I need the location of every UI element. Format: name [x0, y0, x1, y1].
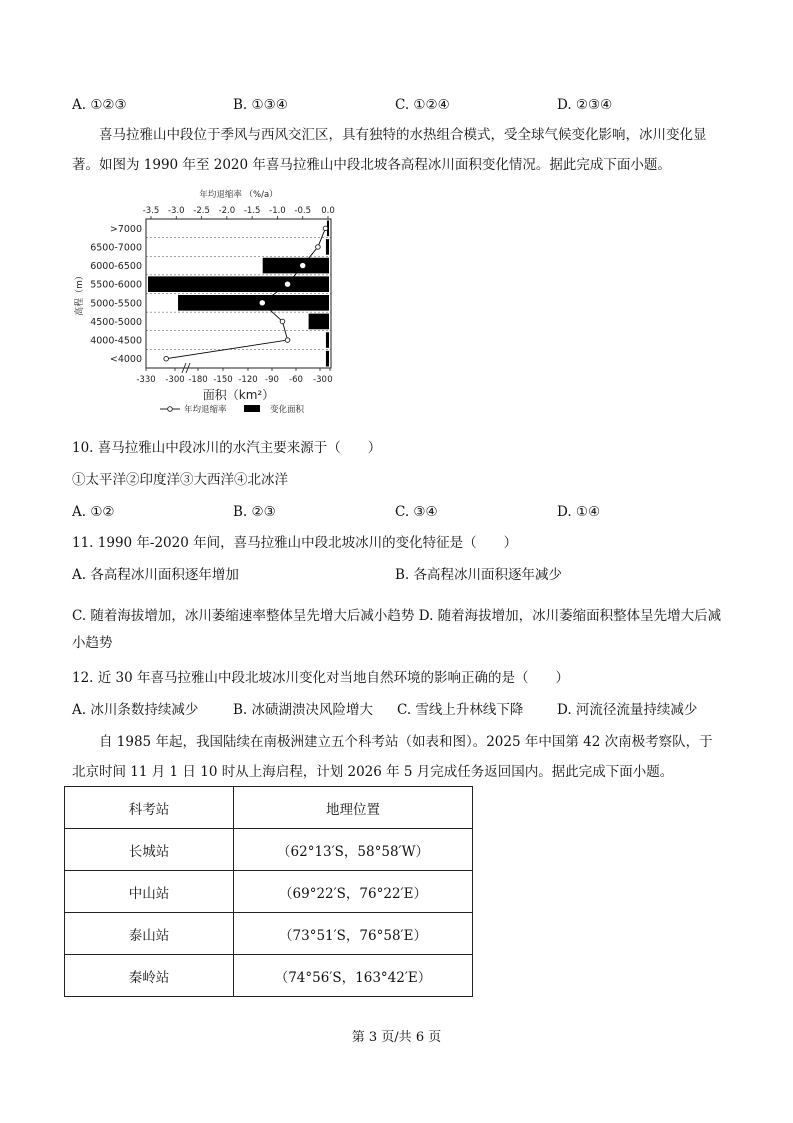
- q10-option-d: D. ①④: [557, 504, 601, 520]
- prev-option-a: A. ①②③: [72, 97, 127, 113]
- q12-option-b: B. 冰碛湖溃决风险增大: [233, 702, 374, 718]
- rate-point: [260, 301, 265, 306]
- table-row: [65, 871, 473, 913]
- table-header-location: 地理位置: [234, 787, 473, 829]
- category-label: 4500-5000: [90, 316, 142, 328]
- top-tick-label: -0.5: [294, 206, 312, 216]
- bottom-tick-label: -30: [313, 375, 327, 385]
- table-row: [65, 955, 473, 997]
- prev-option-d: D. ②③④: [557, 97, 613, 113]
- bottom-tick-label: -90: [265, 375, 279, 385]
- bottom-tick-label: -330: [136, 375, 156, 385]
- area-bar: [263, 258, 329, 274]
- antarctic-paragraph: 自 1985 年起，我国陆续在南极洲建立五个科考站（如表和图）。2025 年中国第 42 次南极考察队，于北京时间 11 月 1 日 10 时从上海启程，计划 2026 年 5 月完成任务返回国内。据此完成下面小题。: [72, 734, 713, 780]
- station-location: （69°22′S，76°22′E）: [234, 871, 473, 913]
- rate-point: [300, 263, 305, 268]
- top-tick-label: -3.5: [142, 206, 160, 216]
- rate-point: [316, 245, 321, 250]
- q12-option-c: C. 雪线上升林线下降: [397, 702, 524, 718]
- q10-option-b: B. ②③: [233, 504, 276, 520]
- q11-option-a: A. 各高程冰川面积逐年增加: [72, 567, 239, 583]
- q10-items: ①太平洋②印度洋③大西洋④北冰洋: [72, 472, 288, 488]
- station-name: 中山站: [65, 871, 234, 913]
- station-location: （73°51′S，76°58′E）: [234, 913, 473, 955]
- bottom-tick-label: -150: [213, 375, 233, 385]
- category-label: 5000-5500: [90, 298, 142, 310]
- station-location: （62°13′S，58°58′W）: [234, 829, 473, 871]
- table-row: [65, 829, 473, 871]
- q12-option-a: A. 冰川条数持续减少: [72, 702, 199, 718]
- table-header-station: 科考站: [65, 787, 234, 829]
- top-axis-title: 年均退缩率 （%/a）: [199, 190, 278, 200]
- rate-point: [164, 356, 169, 361]
- area-bar: [326, 351, 329, 367]
- legend-rate-label: 年均退缩率: [184, 405, 227, 415]
- top-tick-label: -1.0: [269, 206, 286, 216]
- bottom-tick-label: -180: [188, 375, 208, 385]
- bottom-axis-title: 面积（km²）: [202, 388, 275, 402]
- bottom-tick-label: 0: [327, 375, 333, 385]
- table-header-row: [65, 787, 473, 829]
- rate-point: [280, 319, 285, 324]
- q10-option-a: A. ①②: [72, 504, 115, 520]
- category-label: >7000: [109, 223, 142, 235]
- station-name: 长城站: [65, 829, 234, 871]
- table-row: [65, 913, 473, 955]
- bottom-tick-label: -120: [238, 375, 258, 385]
- glacier-chart: [72, 186, 352, 418]
- station-name: 泰山站: [65, 913, 234, 955]
- area-bar: [148, 276, 329, 292]
- category-label: 5500-6000: [90, 279, 142, 291]
- top-tick-label: -1.5: [243, 206, 261, 216]
- y-axis-title: 高程（m）: [75, 271, 85, 316]
- legend-area-label: 变化面积: [270, 405, 305, 415]
- station-location: （74°56′S，163°42′E）: [234, 955, 473, 997]
- top-tick-label: -2.5: [193, 206, 210, 216]
- top-tick-label: -2.0: [218, 206, 236, 216]
- area-bar: [326, 239, 329, 255]
- bottom-tick-label: -300: [165, 375, 185, 385]
- area-bar: [326, 332, 329, 348]
- rate-point: [285, 338, 290, 343]
- q11-option-b: B. 各高程冰川面积逐年减少: [395, 567, 563, 583]
- q12-stem: 12. 近 30 年喜马拉雅山中段北坡冰川变化对当地自然环境的影响正确的是（ ）: [72, 670, 570, 686]
- top-tick-label: 0.0: [321, 206, 335, 216]
- q12-option-d: D. 河流径流量持续减少: [557, 702, 698, 718]
- page-footer: 第 3 页/共 6 页: [351, 1030, 442, 1045]
- prev-option-b: B. ①③④: [233, 97, 288, 113]
- area-bar: [178, 295, 329, 311]
- q11-option-cd: C. 随着海拔增加，冰川萎缩速率整体呈先增大后减小趋势 D. 随着海拔增加，冰川萎缩面积整体呈先增大后减小趋势: [72, 608, 722, 651]
- area-bar: [309, 314, 329, 330]
- category-label: 6000-6500: [90, 261, 142, 273]
- category-label: 6500-7000: [90, 242, 142, 254]
- bottom-tick-label: -60: [289, 375, 303, 385]
- q11-stem: 11. 1990 年-2020 年间，喜马拉雅山中段北坡冰川的变化特征是（ ）: [72, 535, 518, 551]
- intro-paragraph: 喜马拉雅山中段位于季风与西风交汇区，具有独特的水热组合模式，受全球气候变化影响，冰川变化显著。如图为 1990 年至 2020 年喜马拉雅山中段北坡各高程冰川面积变化情况。据此完成下面小题。: [72, 127, 707, 173]
- q10-stem: 10. 喜马拉雅山中段冰川的水汽主要来源于（ ）: [72, 440, 382, 456]
- legend-point-swatch: [168, 407, 173, 412]
- rate-point: [323, 226, 328, 231]
- q10-option-c: C. ③④: [395, 504, 438, 520]
- legend-bar-swatch: [244, 405, 260, 412]
- station-name: 秦岭站: [65, 955, 234, 997]
- rate-point: [285, 282, 290, 287]
- stations-table: [64, 786, 473, 997]
- prev-option-c: C. ①②④: [395, 97, 450, 113]
- top-tick-label: -3.0: [167, 206, 185, 216]
- category-label: <4000: [109, 354, 142, 366]
- category-label: 4000-4500: [90, 335, 142, 347]
